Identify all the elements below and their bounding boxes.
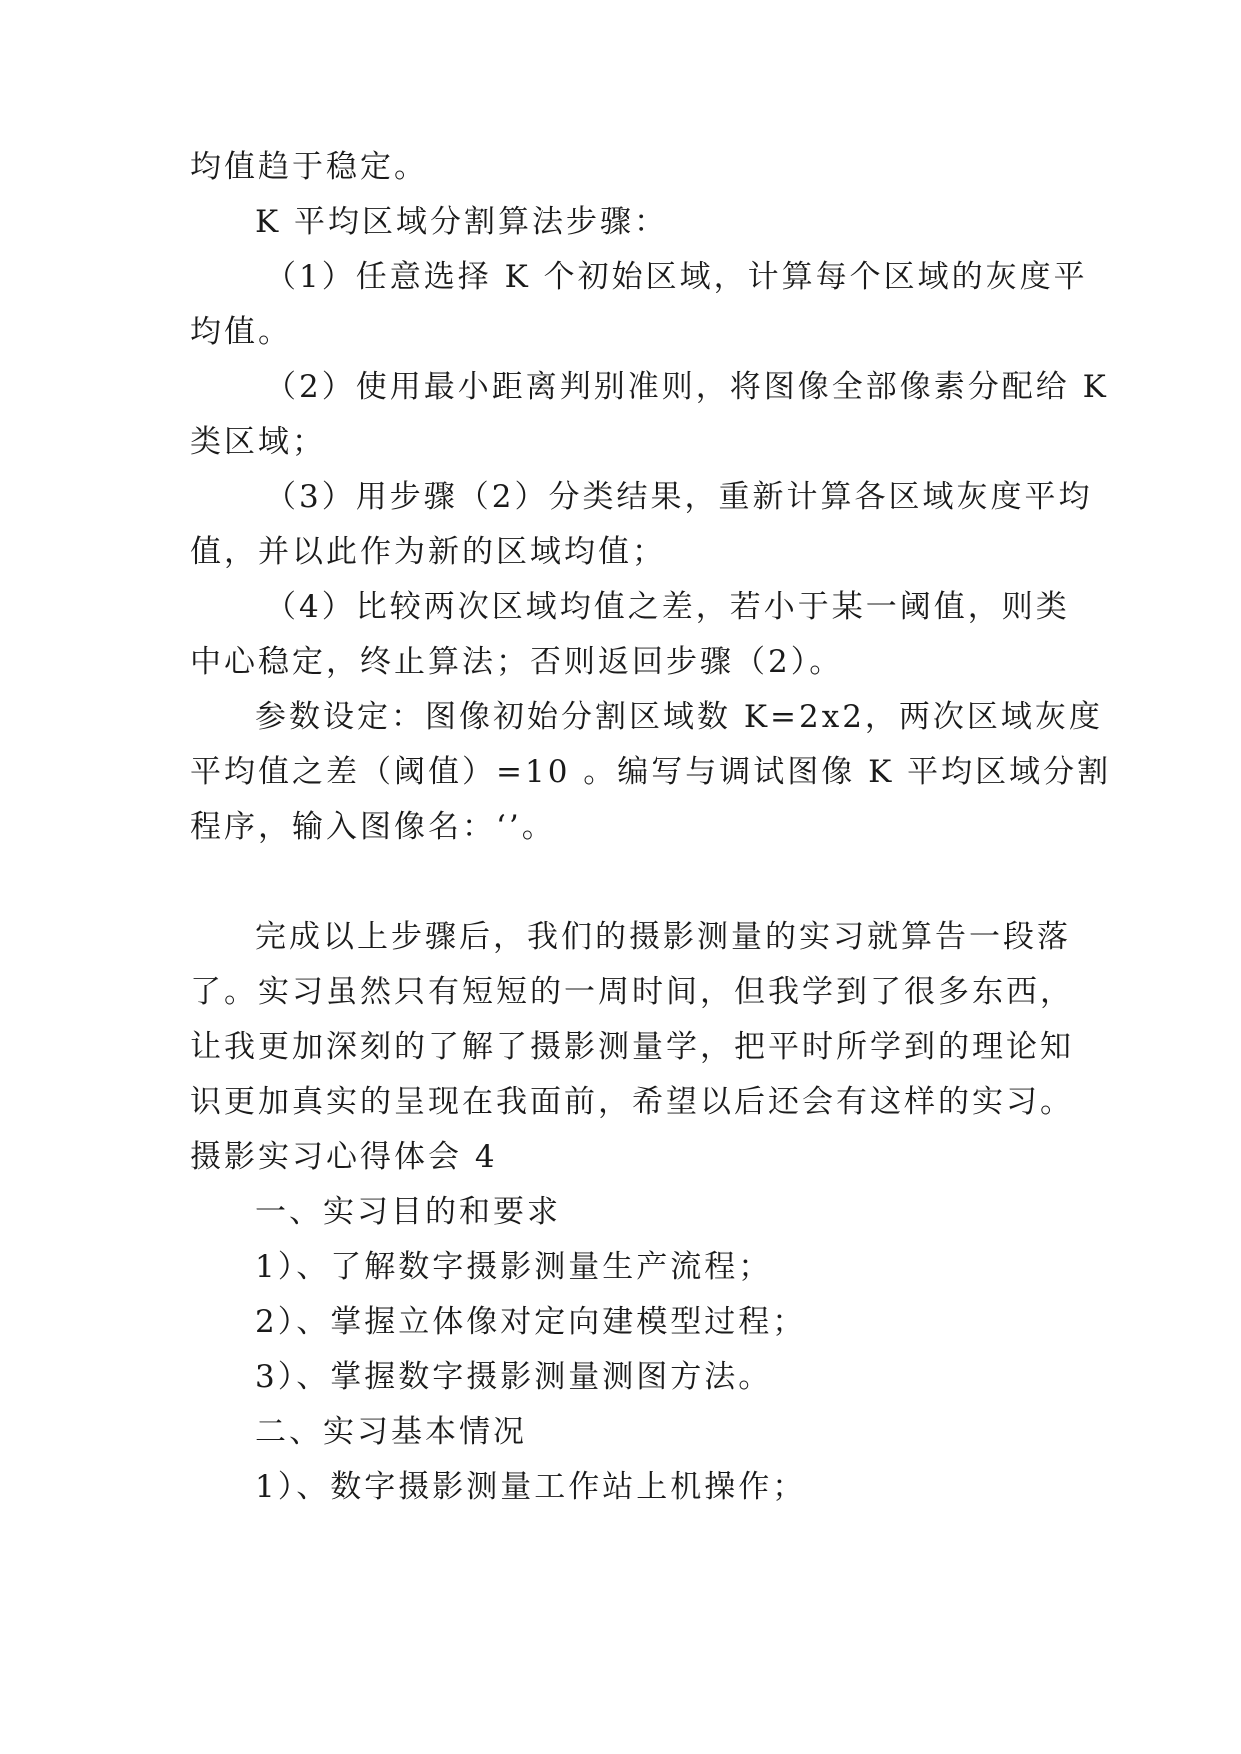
text-line: 程序，输入图像名：‘’。 (190, 809, 556, 845)
text-line: 中心稳定，终止算法；否则返回步骤（2）。 (190, 644, 844, 680)
text-line: 让我更加深刻的了解了摄影测量学，把平时所学到的理论知 (190, 1029, 1074, 1065)
text-line: K 平均区域分割算法步骤： (255, 204, 669, 240)
text-line: 识更加真实的呈现在我面前，希望以后还会有这样的实习。 (190, 1084, 1074, 1120)
text-line: 1）、数字摄影测量工作站上机操作； (255, 1469, 807, 1505)
text-line: 完成以上步骤后，我们的摄影测量的实习就算告一段落 (255, 919, 1071, 955)
text-line: 参数设定：图像初始分割区域数 K=2x2，两次区域灰度 (255, 699, 1103, 735)
section-heading: 摄影实习心得体会 4 (190, 1139, 498, 1175)
text-line: 平均值之差（阈值）=10 。编写与调试图像 K 平均区域分割 (190, 754, 1112, 790)
text-line: 值，并以此作为新的区域均值； (190, 534, 666, 570)
text-line: （2）使用最小距离判别准则，将图像全部像素分配给 K (265, 369, 1109, 405)
text-line: （3）用步骤（2）分类结果，重新计算各区域灰度平均 (265, 479, 1093, 515)
text-line: 一、实习目的和要求 (255, 1194, 561, 1230)
text-line: 了。实习虽然只有短短的一周时间，但我学到了很多东西， (190, 974, 1074, 1010)
text-line: 类区域； (190, 424, 326, 460)
text-line: （1）任意选择 K 个初始区域，计算每个区域的灰度平 (265, 259, 1088, 295)
text-line: 二、实习基本情况 (255, 1414, 527, 1450)
text-line: 均值趋于稳定。 (190, 149, 428, 185)
text-line: 1）、了解数字摄影测量生产流程； (255, 1249, 773, 1285)
text-line: 3）、掌握数字摄影测量测图方法。 (255, 1359, 773, 1395)
text-line: 2）、掌握立体像对定向建模型过程； (255, 1304, 807, 1340)
text-line: 均值。 (190, 314, 292, 350)
text-line: （4）比较两次区域均值之差，若小于某一阈值，则类 (265, 589, 1070, 625)
